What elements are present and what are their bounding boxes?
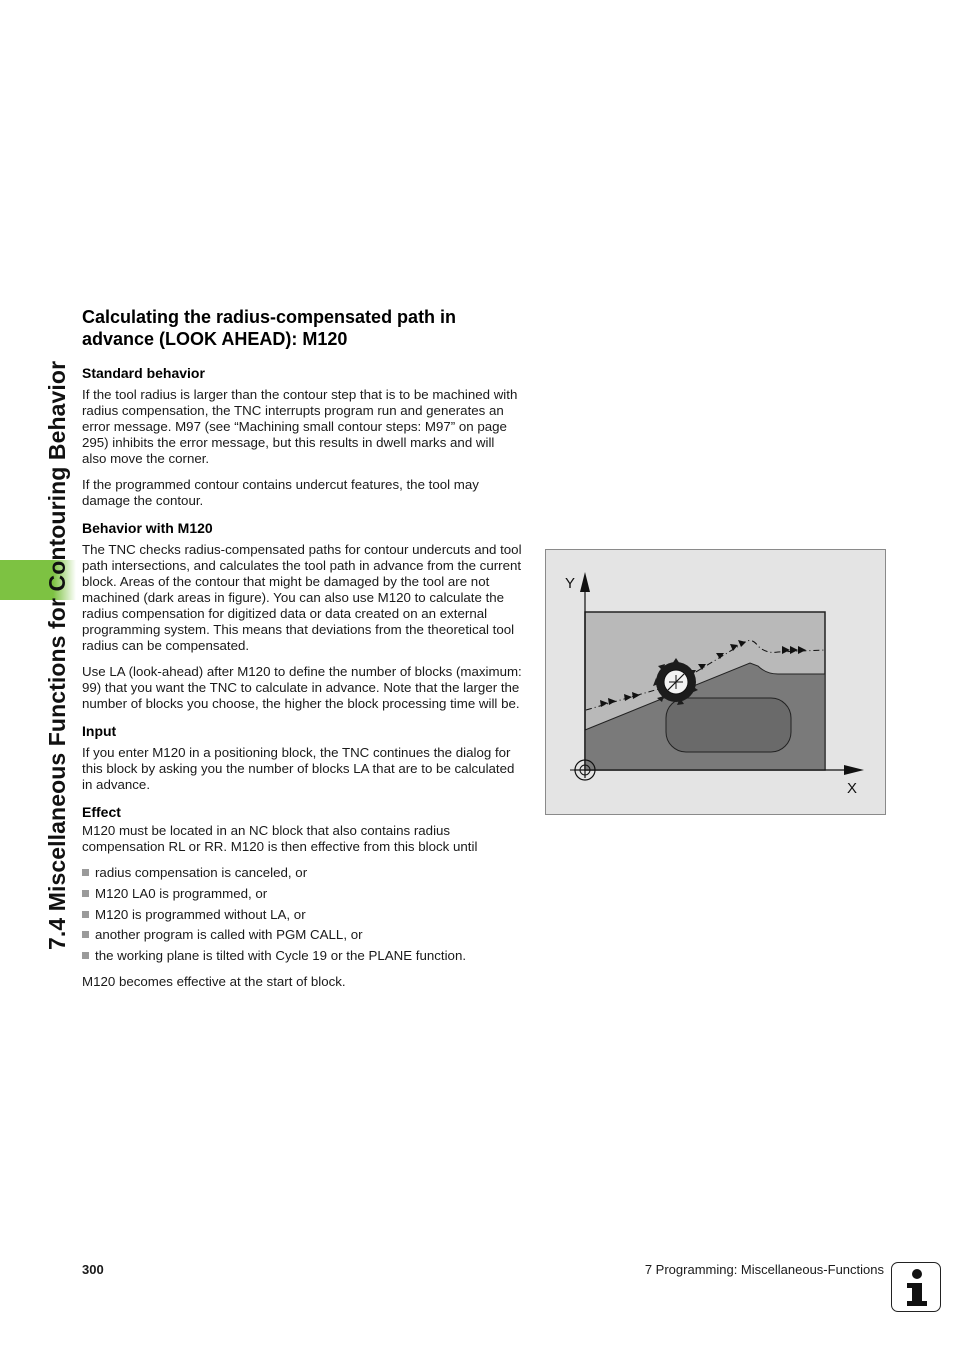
bullet-square-icon [82,869,89,876]
section-side-title: 7.4 Miscellaneous Functions for Contouring Behavior [44,360,70,950]
list-item: M120 LA0 is programmed, or [82,886,522,902]
dark-area-slot [666,698,791,752]
x-axis-arrow-icon [844,765,864,775]
effect-list [82,865,522,964]
input-paragraph: If you enter M120 in a positioning block, the TNC continues the dialog for this block by asking you the number of blocks LA that are to be calculated in advance. [82,745,515,792]
bullet-square-icon [82,952,89,959]
page-number: 300 [82,1262,104,1277]
effect-paragraph-1: M120 must be located in an NC block that also contains radius compensation RL or RR. M120 is then effective from this block until [82,823,478,854]
look-ahead-figure [545,549,886,815]
x-axis-label: X [847,780,858,797]
standard-behavior-paragraph-1: If the tool radius is larger than the contour step that is to be machined with radius compensation, the TNC interrupts program run and generates an error message. M97 (see “Machining small contour steps: M97” on page 295) inhibits the error message, but this results in dwell marks and will also move the corner. [82,387,518,466]
list-item: M120 is programmed without LA, or [82,907,522,923]
footer-chapter-title: 7 Programming: Miscellaneous-Functions [644,1262,884,1277]
page-title: Calculating the radius-compensated path in advance (LOOK AHEAD): M120 [82,307,457,349]
list-item: the working plane is tilted with Cycle 19 or the PLANE function. [82,948,522,964]
y-axis-arrow-icon [580,572,590,592]
standard-behavior-paragraph-2: If the programmed contour contains undercut features, the tool may damage the contour. [82,477,479,508]
heading-effect: Effect [82,804,121,820]
y-axis-label: Y [565,575,576,592]
heading-standard-behavior: Standard behavior [82,365,205,381]
m120-paragraph-1: The TNC checks radius-compensated paths for contour undercuts and tool path intersections, and calculates the tool path in advance from the current block. Areas of the contour that might be damaged by the tool are not machined (dark areas in figure). You can also use M120 to calculate the radius compensation for digitized data or data created on an external programming system. This means that deviations from the theoretical tool radius can be compensated. [82,542,522,653]
effect-paragraph-2: M120 becomes effective at the start of block. [82,974,346,990]
bullet-square-icon [82,890,89,897]
list-item: radius compensation is canceled, or [82,865,522,881]
figure-drawing [546,550,885,814]
heading-input: Input [82,723,117,739]
heading-behavior-m120: Behavior with M120 [82,520,213,536]
main-content [82,306,522,1000]
info-icon [891,1262,941,1312]
bullet-square-icon [82,931,89,938]
m120-paragraph-2: Use LA (look-ahead) after M120 to define the number of blocks (maximum: 99) that you want the TNC to calculate in advance. Note that the larger the number of blocks you choose, the higher the block processing time will be. [82,664,522,711]
list-item: another program is called with PGM CALL, or [82,927,522,943]
bullet-square-icon [82,911,89,918]
